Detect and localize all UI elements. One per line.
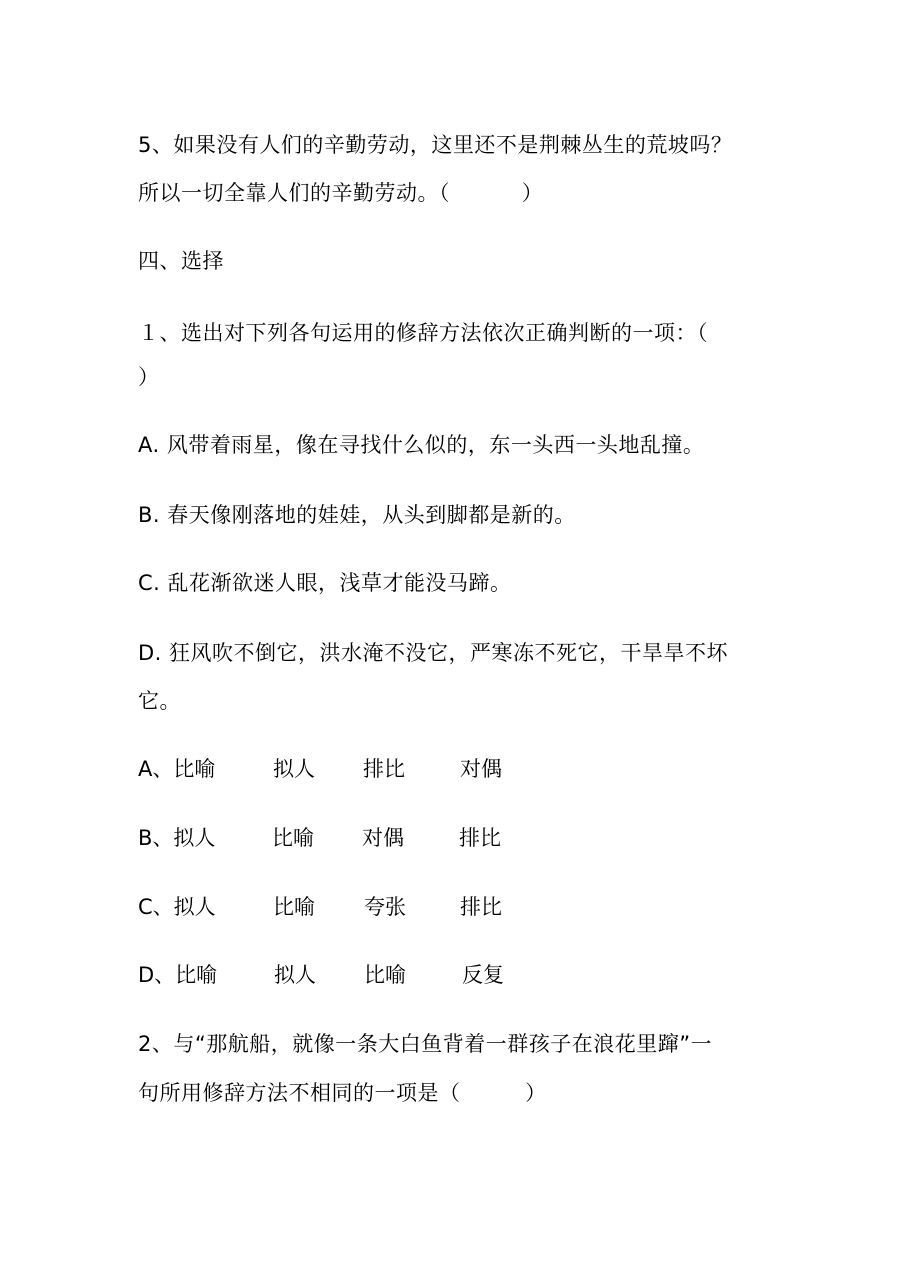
question-2-line-1: 2、与“那航船，就像一条大白鱼背着一群孩子在浪花里蹿”一: [138, 1032, 713, 1056]
answer-option-item: 比喻: [273, 895, 315, 919]
question-5-line-2: 所以一切全靠人们的辛勤劳动。（ ）: [138, 181, 544, 205]
answer-option-label: B、拟人: [138, 826, 216, 850]
answer-option-item: 拟人: [274, 963, 316, 987]
sentence-d-line-1: D. 狂风吹不倒它，洪水淹不没它，严寒冻不死它，干旱旱不坏: [138, 641, 729, 665]
answer-option-label: D、比喻: [138, 963, 218, 987]
sentence-a: A. 风带着雨星，像在寻找什么似的，东一头西一头地乱撞。: [138, 433, 705, 457]
sentence-b: B. 春天像刚落地的娃娃，从头到脚都是新的。: [138, 503, 576, 527]
answer-option-item: 夸张: [364, 895, 406, 919]
section-title: 四、选择: [138, 249, 224, 273]
answer-option-label: C、拟人: [138, 895, 216, 919]
answer-option-item: 排比: [459, 826, 501, 850]
answer-option-item: 比喻: [272, 826, 314, 850]
answer-option-label: A、比喻: [138, 757, 216, 781]
question-5-line-1: 5、如果没有人们的辛勤劳动，这里还不是荆棘丛生的荒坡吗？: [138, 133, 733, 157]
sentence-d-line-2: 它。: [138, 689, 181, 713]
question-1-line-1: １、选出对下列各句运用的修辞方法依次正确判断的一项：（: [138, 321, 708, 345]
answer-option-item: 反复: [462, 963, 504, 987]
question-2-line-2: 句所用修辞方法不相同的一项是（ ）: [138, 1081, 547, 1105]
answer-option-item: 拟人: [273, 757, 315, 781]
question-1-line-2: ）: [138, 365, 160, 389]
answer-option-item: 排比: [460, 895, 502, 919]
answer-option-item: 对偶: [460, 757, 502, 781]
sentence-c: C. 乱花渐欲迷人眼，浅草才能没马蹄。: [138, 571, 512, 595]
answer-option-item: 排比: [363, 757, 405, 781]
answer-option-item: 对偶: [362, 826, 404, 850]
answer-option-item: 比喻: [364, 963, 406, 987]
